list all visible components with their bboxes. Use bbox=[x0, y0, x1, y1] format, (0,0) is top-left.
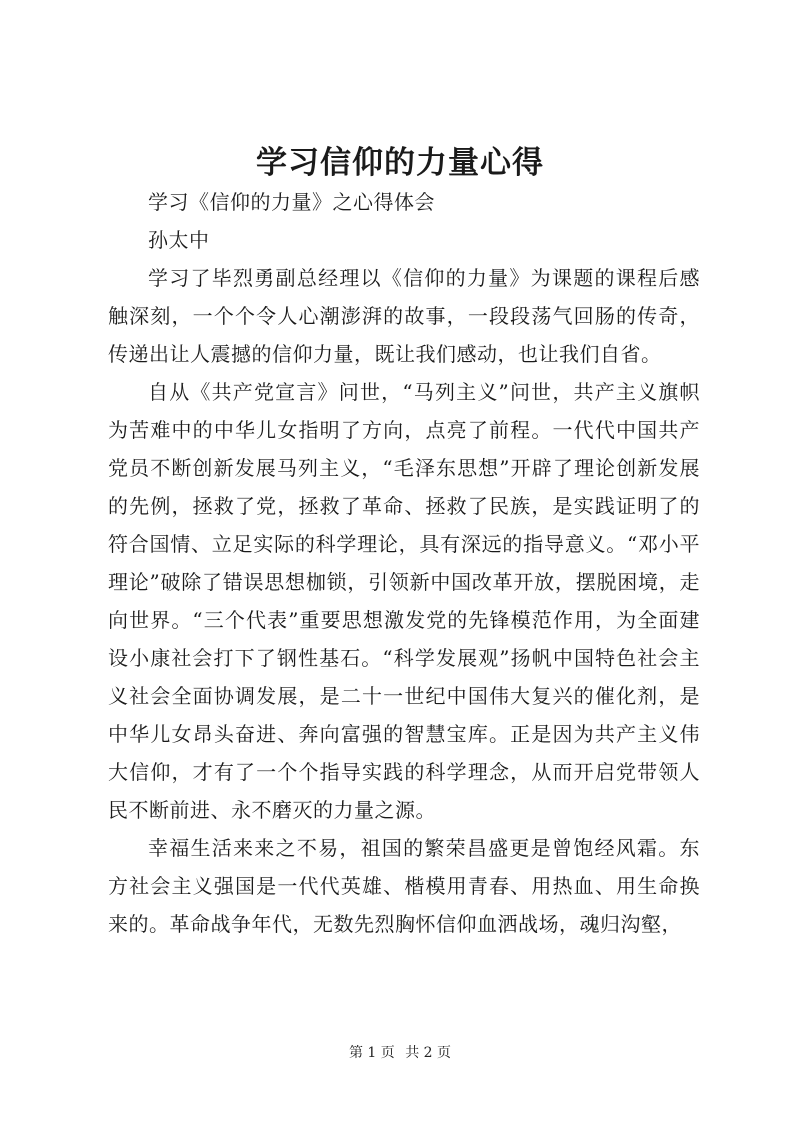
author-line: 孙太中 bbox=[148, 228, 210, 252]
document-title: 学习信仰的力量心得 bbox=[256, 145, 544, 181]
page-footer bbox=[0, 1042, 800, 1062]
page-total: 共 2 页 bbox=[405, 1045, 452, 1061]
paragraph-1: 学习了毕烈勇副总经理以《信仰的力量》为课题的课程后感触深刻，一个个令人心潮澎湃的故事，一段段荡气回肠的传奇，传递出让人震撼的信仰力量，既让我们感动，也让我们自省。 bbox=[108, 266, 700, 366]
subtitle-line: 学习《信仰的力量》之心得体会 bbox=[148, 190, 435, 214]
page-number: 第 1 页 bbox=[348, 1045, 395, 1061]
paragraph-3: 幸福生活来来之不易，祖国的繁荣昌盛更是曾饱经风霜。东方社会主义强国是一代代英雄、楷模用青春、用热血、用生命换来的。革命战争年代，无数先烈胸怀信仰血洒战场，魂归沟壑， bbox=[108, 836, 700, 936]
paragraph-2: 自从《共产党宣言》问世，“马列主义”问世，共产主义旗帜为苦难中的中华儿女指明了方向，点亮了前程。一代代中国共产党员不断创新发展马列主义，“毛泽东思想”开辟了理论创新发展的先例，拯救了党，拯救了革命、拯救了民族，是实践证明了的符合国情、立足实际的科学理论，具有深远的指导意义。“邓小平理论”破除了错误思想枷锁，引领新中国改革开放，摆脱困境，走向世界。“三个代表”重要思想激发党的先锋模范作用，为全面建设小康社会打下了钢性基石。“科学发展观”扬帆中国特色社会主义社会全面协调发展，是二十一世纪中国伟大复兴的催化剂，是中华儿女昂头奋进、奔向富强的智慧宝库。正是因为共产主义伟大信仰，才有了一个个指导实践的科学理念，从而开启党带领人民不断前进、永不磨灭的力量之源。 bbox=[108, 380, 700, 822]
document-body bbox=[108, 183, 700, 943]
